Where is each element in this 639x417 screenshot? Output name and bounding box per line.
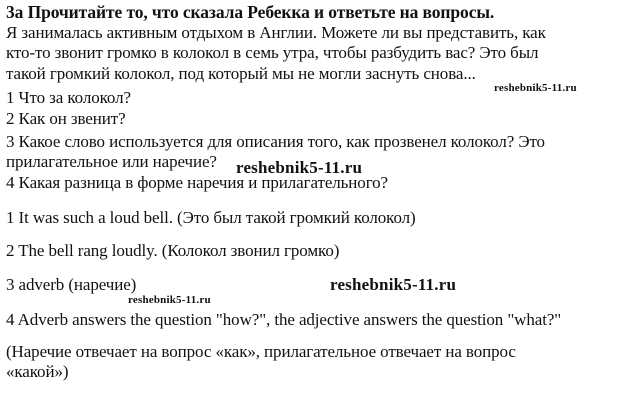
answer-2: 2 The bell rang loudly. (Колокол звонил громко) [6, 241, 340, 260]
answer-4: 4 Adverb answers the question "how?", the adjective answers the question "what?" [6, 310, 562, 329]
question-3-continued: прилагательное или наречие? [6, 152, 217, 171]
watermark: reshebnik5-11.ru [494, 82, 577, 94]
question-3: 3 Какое слово используется для описания того, как прозвенел колокол? Это [6, 132, 545, 151]
watermark: reshebnik5-11.ru [236, 158, 363, 177]
question-4: 4 Какая разница в форме наречия и прилагательного? [6, 173, 388, 192]
watermark: reshebnik5-11.ru [330, 275, 457, 294]
question-2: 2 Как он звенит? [6, 109, 126, 128]
question-1: 1 Что за колокол? [6, 88, 131, 107]
answer-3: 3 adverb (наречие) [6, 275, 137, 294]
exercise-title: 3а Прочитайте то, что сказала Ребекка и ответьте на вопросы. [6, 2, 495, 22]
translation-line: «какой») [6, 362, 69, 381]
translation-line: (Наречие отвечает на вопрос «как», прилагательное отвечает на вопрос [6, 342, 516, 361]
text-line: Я занималась активным отдыхом в Англии. Можете ли вы представить, как [6, 23, 546, 42]
text-line: такой громкий колокол, под который мы не могли заснуть снова... [6, 64, 476, 83]
text-line: кто-то звонит громко в колокол в семь утра, чтобы разбудить вас? Это был [6, 43, 539, 62]
watermark: reshebnik5-11.ru [128, 294, 211, 306]
answer-1: 1 It was such a loud bell. (Это был такой громкий колокол) [6, 208, 416, 227]
